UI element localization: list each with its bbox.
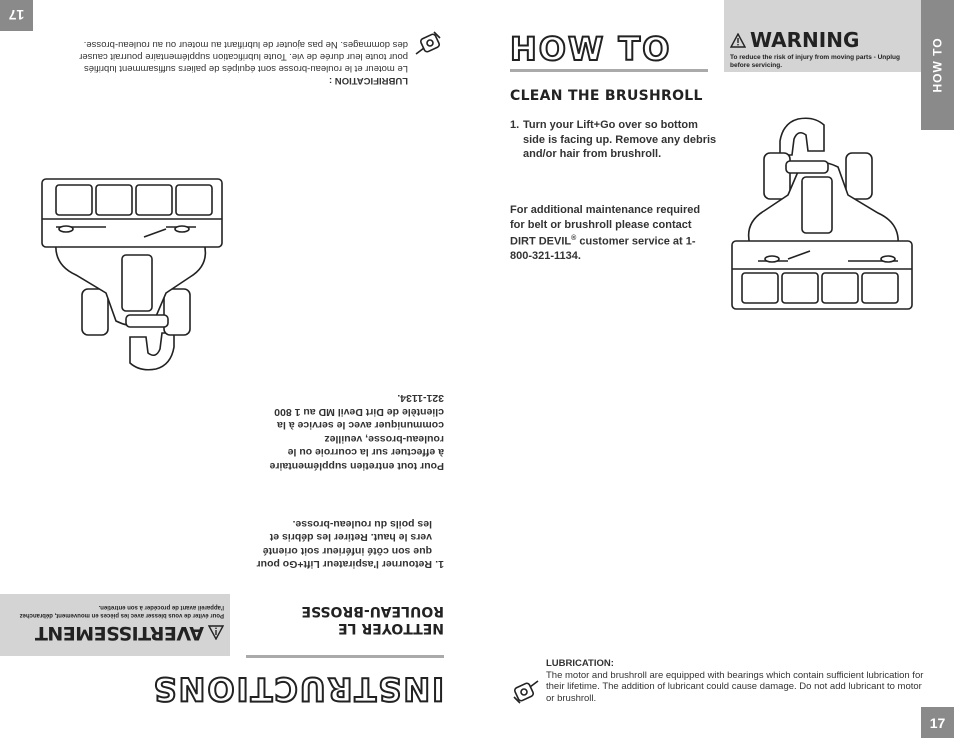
english-page xyxy=(477,0,954,738)
page-title: HOW TO xyxy=(510,30,672,68)
fr-step-text: Retourner l'aspirateur Lift+Go pour que son côté inférieur soit orienté vers le haut. Retirer les débris et les poils du rouleau-brosse. xyxy=(256,518,432,570)
oil-can-icon xyxy=(510,675,542,707)
maintenance-note: For additional maintenance required for belt or brushroll please contact DIRT DEVIL® customer service at 1-800-321-1134. xyxy=(510,204,701,263)
step-1 xyxy=(510,118,720,162)
lubrication-note xyxy=(546,658,926,704)
fr-lubrication-heading: LUBRIFICATION : xyxy=(329,75,408,86)
title-underline xyxy=(510,69,708,72)
section-heading: CLEAN THE BRUSHROLL xyxy=(510,88,703,104)
warning-triangle-icon xyxy=(730,33,746,48)
page-number: 17 xyxy=(921,707,954,738)
fr-page-number: 17 xyxy=(0,0,33,31)
fr-warning-text: Pour éviter de vous blesser avec les pièces en mouvement, débranchez l'appareil avant de procéder à son entretien. xyxy=(19,604,224,618)
step-number: 1. xyxy=(510,119,520,131)
lubrication-heading: LUBRICATION: xyxy=(546,658,614,669)
side-tab-label: HOW TO xyxy=(930,37,945,93)
fr-section-heading: NETTOYER LE ROULEAU-BROSSE xyxy=(301,603,444,636)
fr-title-underline xyxy=(246,655,444,658)
fr-lubrication-note xyxy=(68,38,408,86)
vacuum-underside-illustration xyxy=(728,115,923,315)
step-text: Turn your Lift+Go over so bottom side is facing up. Remove any debris and/or hair from brushroll. xyxy=(523,119,717,160)
brand-name: DIRT DEVIL xyxy=(510,235,572,248)
fr-oil-can-icon xyxy=(412,28,444,60)
fr-warning-heading: AVERTISSEMENT xyxy=(35,622,204,644)
warning-heading: WARNING xyxy=(750,28,860,52)
fr-warning-box xyxy=(0,594,230,656)
side-tab xyxy=(921,0,954,130)
warning-box xyxy=(724,0,921,72)
fr-lubrication-text: Le moteur et le rouleau-brosse sont équipés de paliers suffisamment lubrifiés pour toute leur durée de vie. Toute lubrification supplémentaire pourrait causer des dommages. Ne pas ajouter de lubrifiant au moteur ou au rouleau-brosse. xyxy=(79,39,408,74)
lubrication-text: The motor and brushroll are equipped with bearings which contain sufficient lubrication for their lifetime. The addition of lubricant could cause damage. Do not add lubricant to motor or brushroll. xyxy=(546,669,924,704)
fr-page-title: INSTRUCTIONS xyxy=(151,670,444,708)
fr-step-1 xyxy=(254,517,444,570)
warning-text: To reduce the risk of injury from moving parts - Unplug before servicing. xyxy=(730,54,900,69)
fr-warning-triangle-icon xyxy=(208,626,224,641)
fr-maintenance-note: Pour tout entretien supplémentaire à effectuer sur la courroie ou le rouleau-brosse, veuillez communiquer avec le service à la clientèle de Dirt Devil MD au 1 800 321-1134. xyxy=(269,392,444,472)
fr-vacuum-underside-illustration xyxy=(31,173,226,373)
fr-step-number: 1. xyxy=(435,558,444,570)
